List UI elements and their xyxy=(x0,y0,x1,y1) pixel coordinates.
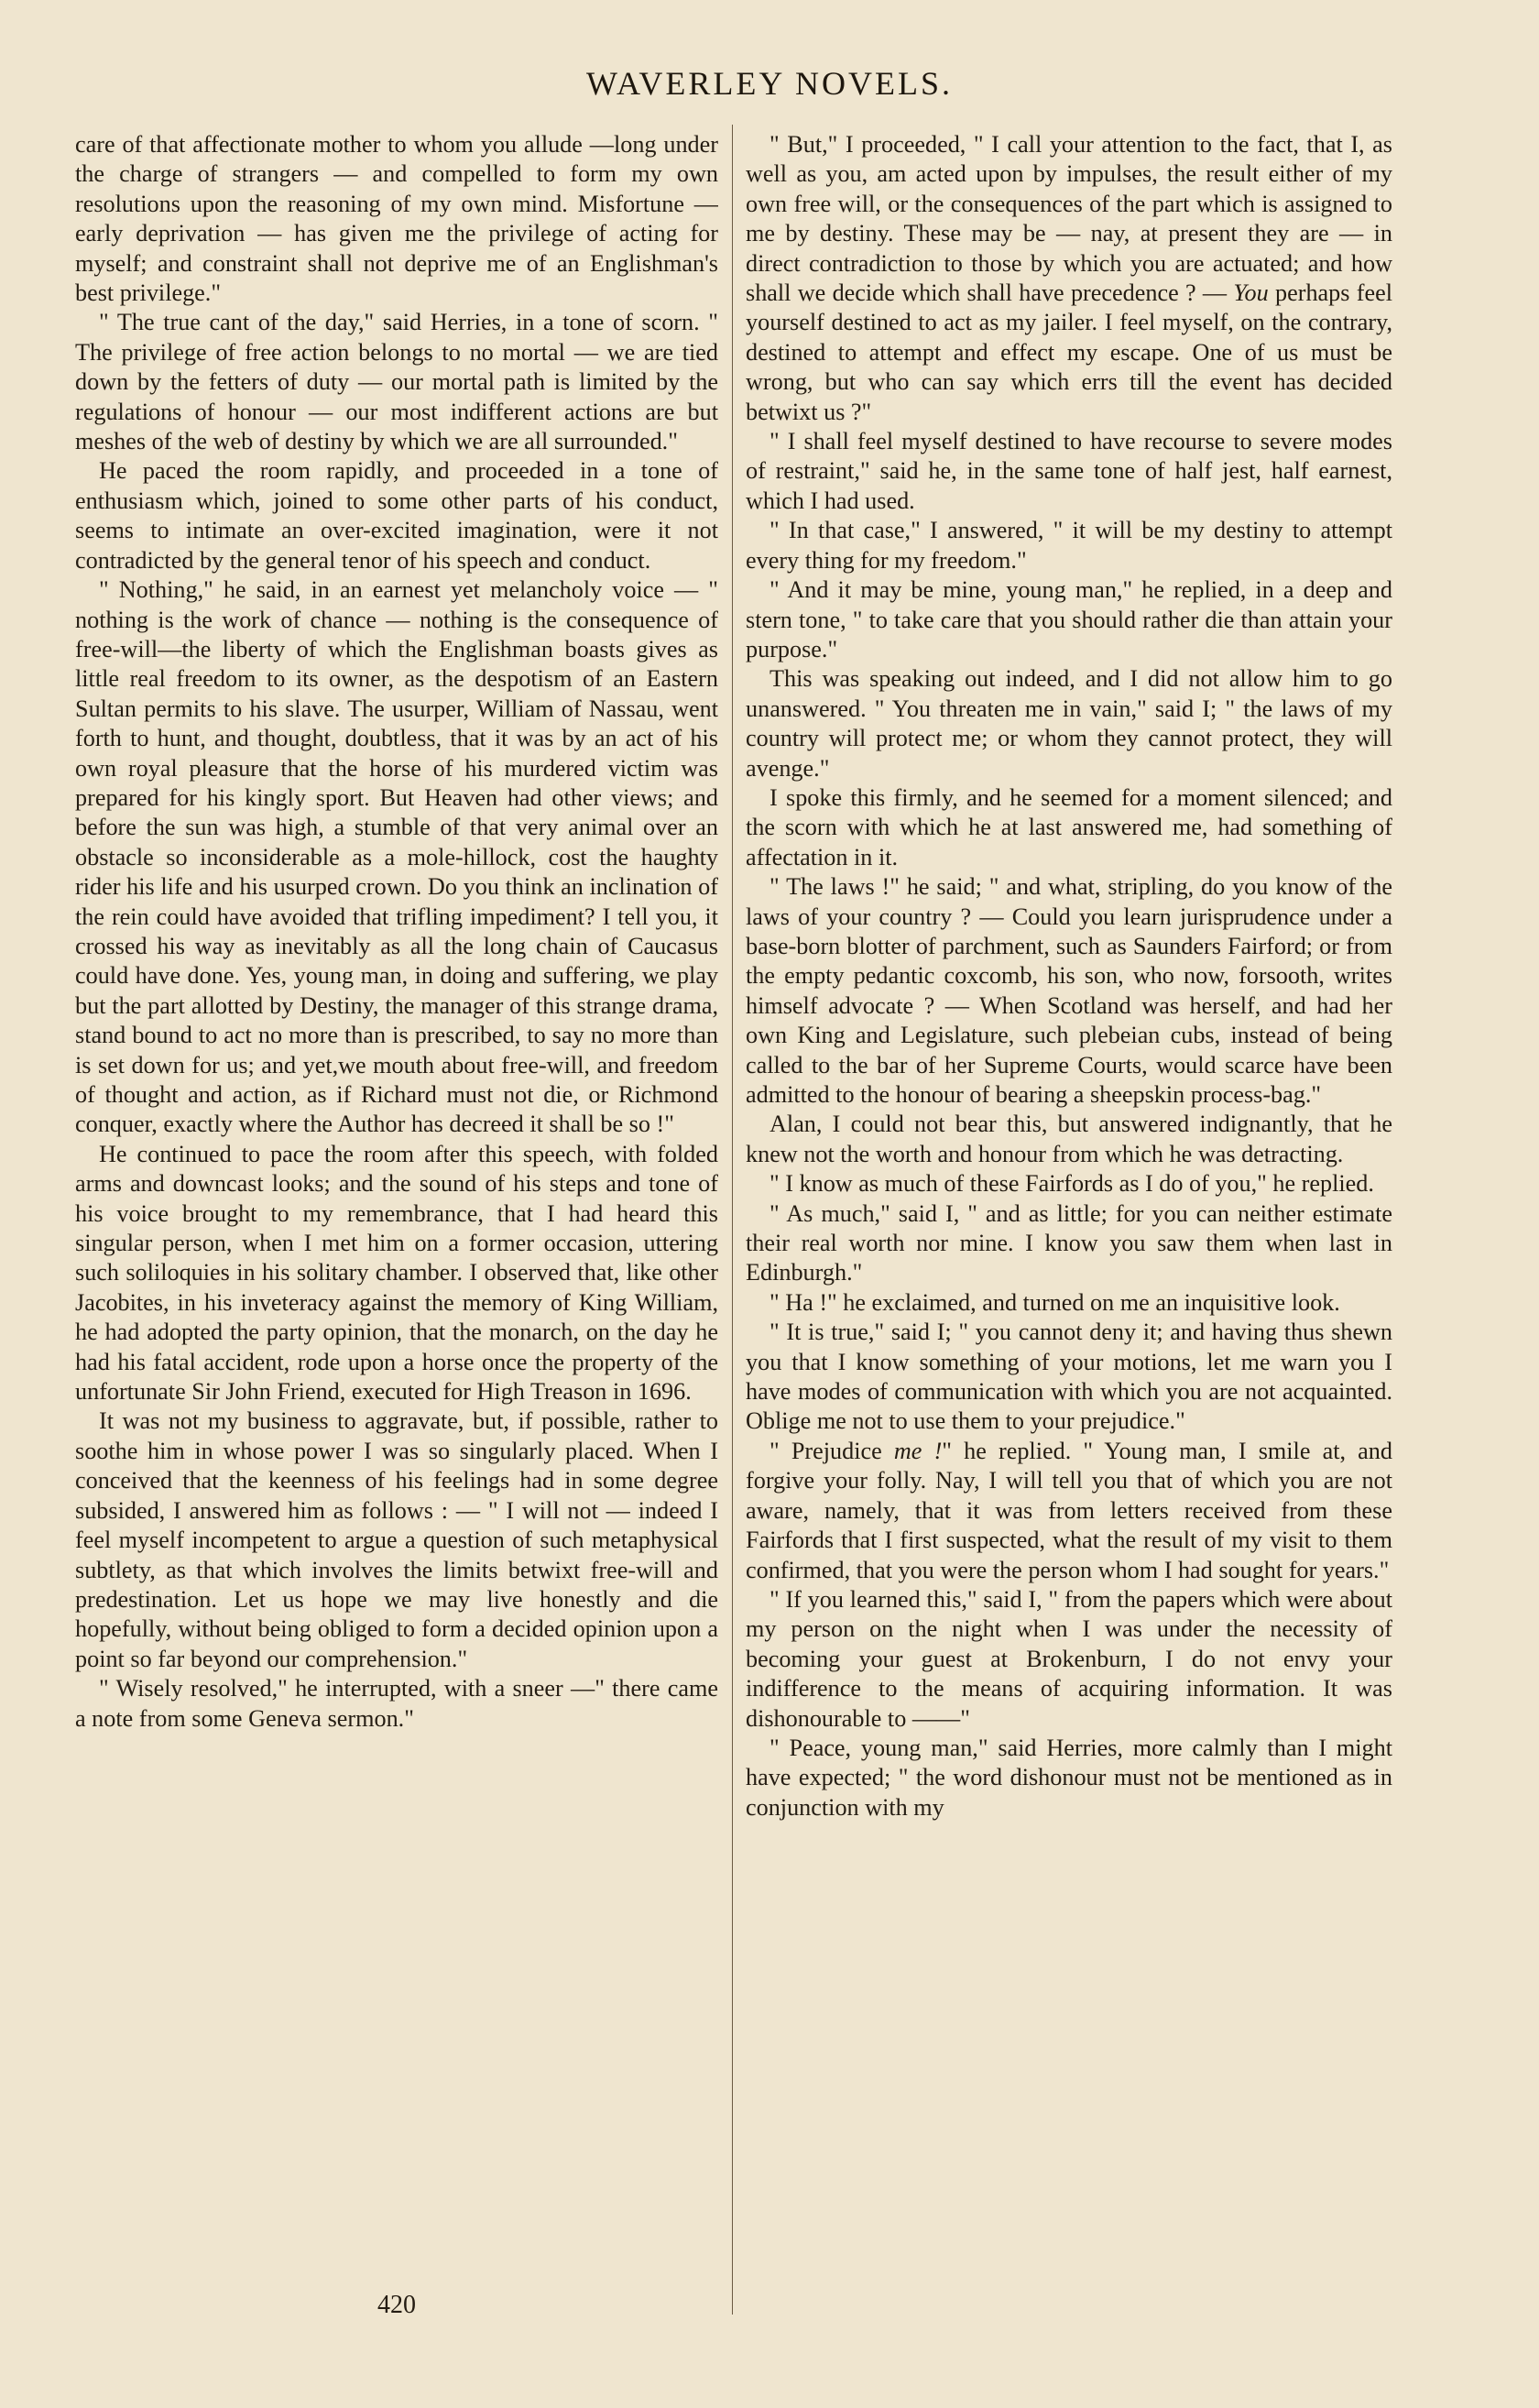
page-number: 420 xyxy=(377,2291,416,2319)
paragraph: He continued to pace the room after this speech, with folded arms and downcast looks; and the sound of his steps and tone of his voice brought to my remembrance, that I had heard this singular person, when I met him on a former occasion, uttering such soliloquies in his solitary chamber. I observed that, like other Jacobites, in his inveteracy against the memory of King William, he had adopted the party opinion, that the monarch, on the day he had his fatal accident, rode upon a horse once the property of the unfortunate Sir John Friend, executed for High Treason in 1696. xyxy=(75,1140,718,1406)
text-run: " he replied. " Young man, I smile at, and forgive your folly. Nay, I will tell you that of which you are not aware, namely, that it was from letters received from these Fairfords that I first suspected, what the result of my visit to them confirmed, that you were the person whom I had sought for years." xyxy=(746,1437,1392,1583)
text-run: " But," I proceeded, " I call your attention to the fact, that I, as well as you, am acted upon by impulses, the result either of my own free will, or the consequences of the part which is assigned to me by destiny. These may be — nay, at present they are — in direct contradiction to those by which you are actuated; and how shall we decide which shall have precedence ? — xyxy=(746,131,1392,307)
paragraph: " The true cant of the day," said Herries, in a tone of scorn. " The privilege of free action belongs to no mortal — we are tied down by the fetters of duty — our mortal path is limited by the regulations of honour — our most indifferent actions are but meshes of the web of destiny by which we are all surrounded." xyxy=(75,309,718,455)
paragraph: " I know as much of these Fairfords as I do of you," he replied. xyxy=(770,1170,1374,1198)
paragraph: " It is true," said I; " you cannot deny it; and having thus shewn you that I know something of your motions, let me warn you I have modes of communication with which you are not acquainted. Oblige me not to use them to your prejudice." xyxy=(746,1319,1392,1435)
paragraph: This was speaking out indeed, and I did not allow him to go unanswered. " You threaten me in vain," said I; " the laws of my country will protect me; or whom they cannot protect, they will avenge." xyxy=(746,665,1392,782)
paragraph: I spoke this firmly, and he seemed for a moment silenced; and the scorn with which he at last answered me, had something of affectation in it. xyxy=(746,783,1392,870)
text-run: perhaps feel yourself destined to act as my jailer. I feel myself, on the contrary, destined to attempt and effect my escape. One of us must be wrong, but who can say which errs till the event has decided betwixt us ?" xyxy=(746,279,1392,425)
running-header: WAVERLEY NOVELS. xyxy=(586,65,953,102)
column-divider xyxy=(732,125,733,2315)
right-column xyxy=(746,130,1392,2366)
paragraph xyxy=(746,1437,1392,1585)
paragraph: It was not my business to aggravate, but, if possible, rather to soothe him in whose power I was so singularly placed. When I conceived that the keenness of his feelings had in some degree subsided, I answered him as follows : — " I will not — indeed I feel myself incompetent to argue a question of such metaphysical subtlety, as that which involves the limits betwixt free-will and predestination. Let us hope we may live honestly and die hopefully, without being obliged to form a decided opinion upon a point so far beyond our comprehension." xyxy=(75,1407,718,1672)
paragraph: " If you learned this," said I, " from the papers which were about my person on the night when I was under the necessity of becoming your guest at Brokenburn, I do not envy your indifference to the means of acquiring information. It was dishonourable to ——" xyxy=(746,1585,1392,1732)
paragraph: " I shall feel myself destined to have recourse to severe modes of restraint," said he, in the same tone of half jest, half earnest, which I had used. xyxy=(746,428,1392,514)
paragraph: " As much," said I, " and as little; for you can neither estimate their real worth nor mine. I know you saw them when last in Edinburgh." xyxy=(746,1199,1392,1286)
text-run: " Prejudice xyxy=(770,1437,894,1464)
paragraph xyxy=(746,130,1392,427)
paragraph: " And it may be mine, young man," he replied, in a deep and stern tone, " to take care that you should rather die than attain your purpose." xyxy=(746,576,1392,662)
paragraph: " Peace, young man," said Herries, more calmly than I might have expected; " the word dishonour must not be mentioned as in conjunction with my xyxy=(746,1734,1392,1821)
emphasis: You xyxy=(1233,279,1269,307)
paragraph: " Ha !" he exclaimed, and turned on me an inquisitive look. xyxy=(770,1288,1340,1316)
paragraph: He paced the room rapidly, and proceeded in a tone of enthusiasm which, joined to some other parts of his conduct, seems to intimate an over-excited imagination, were it not contradicted by the general tenor of his speech and conduct. xyxy=(75,457,718,574)
paragraph: " Nothing," he said, in an earnest yet melancholy voice — " nothing is the work of chance — nothing is the consequence of free-will—the liberty of which the Englishman boasts gives as little real freedom to its owner, as the despotism of an Eastern Sultan permits to his slave. The usurper, William of Nassau, went forth to hunt, and thought, doubtless, that it was by an act of his own royal pleasure that the horse of his murdered victim was prepared for his kingly sport. But Heaven had other views; and before the sun was high, a stumble of that very animal over an obstacle so inconsiderable as a mole-hillock, cost the haughty rider his life and his usurped crown. Do you think an inclination of the rein could have avoided that trifling impediment? I tell you, it crossed his way as inevitably as all the long chain of Caucasus could have done. Yes, young man, in doing and suffering, we play but the part allotted by Destiny, the manager of this strange drama, stand bound to act no more than is prescribed, to say no more than is set down for us; and yet,we mouth about free-will, and freedom of thought and action, as if Richard must not die, or Richmond conquer, exactly where the Author has decreed it shall be so !" xyxy=(75,576,718,1138)
paragraph: " The laws !" he said; " and what, stripling, do you know of the laws of your country ? — Could you learn jurisprudence under a base-born blotter of parchment, such as Saunders Fairford; or from the empty pedantic coxcomb, his son, who now, forsooth, writes himself advocate ? — When Scotland was herself, and had her own King and Legislature, such plebeian cubs, instead of being called to the bar of her Supreme Courts, would scarce have been admitted to the honour of bearing a sheepskin process-bag." xyxy=(746,873,1392,1108)
paragraph: care of that affectionate mother to whom you allude —long under the charge of strangers — and compelled to form my own resolutions upon the reasoning of my own mind. Misfortune — early deprivation — has given me the privilege of acting for myself; and constraint shall not deprive me of an Englishman's best privilege." xyxy=(75,131,718,307)
left-column xyxy=(75,130,718,2302)
paragraph: Alan, I could not bear this, but answered indignantly, that he knew not the worth and honour from which he was detracting. xyxy=(746,1111,1392,1167)
emphasis: me ! xyxy=(893,1437,943,1464)
paragraph: " Wisely resolved," he interrupted, with a sneer —" there came a note from some Geneva sermon." xyxy=(75,1675,718,1732)
paragraph: " In that case," I answered, " it will be my destiny to attempt every thing for my freedom." xyxy=(746,517,1392,574)
